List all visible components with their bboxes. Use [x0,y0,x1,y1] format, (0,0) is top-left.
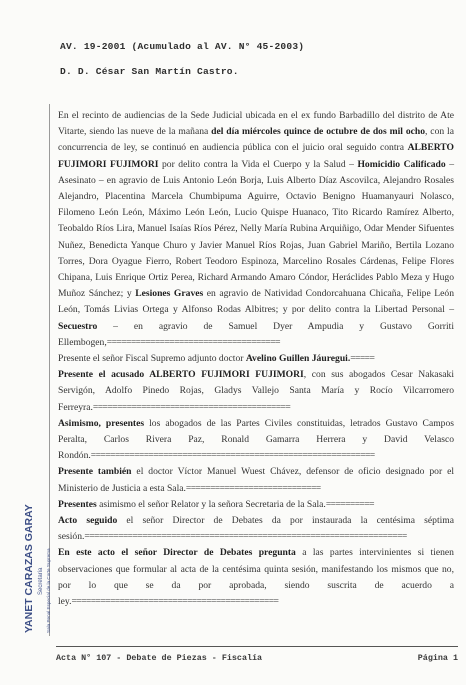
page-footer [56,653,458,663]
paragraph [58,545,454,610]
paragraph-text: en agravio de Natividad Condorcahuana Chicaña, Felipe León León, Tomás Livias Ortega y Alfonso Rodas Albitres; y por delito contra la Libertad Personal – [58,288,454,316]
filler-line: ========== [325,498,374,510]
filler-line: ========================================= [92,401,291,413]
filler-line: ===== [350,353,375,365]
filler-line: ============================ [185,482,321,494]
paragraph-text: ALBERTO FUJIMORI FUJIMORI [58,142,454,170]
paragraph [58,513,454,545]
paragraph-text: Acto seguido [58,515,118,527]
paragraph [58,351,454,367]
footer-left: Acta N° 107 - Debate de Piezas - Fiscalía [56,653,263,663]
paragraph-text: En el recinto de audiencias de la Sede Judicial ubicada en el ex fundo Barbadillo del distrito de Ate Vitarte, siendo las nueve de la mañana [58,110,454,138]
case-number: AV. 19-2001 (Acumulado al AV. N° 45-2003) [60,41,305,52]
filler-line: =========================================================== [90,450,375,462]
paragraph-text: Secuestro [58,320,98,332]
footer-rule [56,646,458,647]
paragraph-text: En este acto el señor Director de Debates pregunta [58,547,296,559]
paragraph-text: Presente el señor Fiscal Supremo adjunto doctor [58,353,246,365]
paragraph-text: , con sus abogados Cesar Nakasaki Servigón, Adolfo Pinedo Rojas, Gladys Vallejo Santa María y Rocío Vilcarromero Ferreyra. [58,369,454,413]
paragraph-text: a las partes intervinientes si tienen observaciones que formular al acta de la centésima quinta sesión, manifestando los mismos que no, por lo que se da por aprobada, siendo suscrita de acuerdo a ley. [58,547,454,608]
paragraph-text: , con la concurrencia de ley, se continuó en audiencia pública con el juicio oral seguido contra [58,126,454,154]
paragraph-text: . [347,353,351,365]
paragraph [58,108,454,351]
paragraph-text: el doctor Víctor Manuel Wuest Chávez, defensor de oficio designado por el Ministerio de Justicia a esta Sala. [58,466,454,494]
paragraph-text: Avelino Guillen Jáuregui [245,353,348,365]
paragraph [58,497,454,513]
paragraph-text: asimismo el señor Relator y la señora Secretaria de la Sala. [96,498,326,510]
stamp-name: YANET CARAZAS GARAY [23,504,35,633]
paragraph-text: los abogados de las Partes Civiles constituidas, letrados Gustavo Campos Peralta, Carlos Rivera Paz, Ronald Gamarra Herrera y David Velasco Rondón. [58,417,454,462]
paragraph-text: del día miércoles quince de octubre de dos mil ocho [211,126,426,138]
stamp-role: Secretaria [38,567,44,595]
paragraph-text: Presente el acusado [58,369,150,381]
paragraph-text: ALBERTO FUJIMORI FUJIMORI [149,369,304,381]
filler-line: =========================================== [71,596,279,608]
filler-line: ==================================== [106,336,280,348]
paragraph-text: Presentes [58,498,97,510]
document-body [58,108,454,610]
paragraph-text: el señor Director de Debates da por instaurada la centésima séptima sesión. [58,515,455,543]
judge-name: D. D. César San Martín Castro. [60,66,239,77]
paragraph [58,416,454,465]
stamp-office: Sala Penal Especial de la Corte Suprema [46,548,51,633]
paragraph-text: – en agravio de Samuel Dyer Ampudia y Gustavo Gorriti Ellembogen, [58,320,454,348]
paragraph [58,464,454,496]
paragraph [58,367,454,416]
filler-line: =================================================================== [84,531,407,543]
paragraph-text: – Asesinato – en agravio de Luis Antonio León Borja, Luis Alberto Díaz Ascovilca, Alejandro Rosales Alejandro, Placentina Marcela Chumbipuma Aguirre, Octavio Benigno Huamanyauri Nolasco, Filomeno León León, Máximo León León, Lucio Quispe Huanaco, Tito Ricardo Ramírez Alberto, Teobaldo Ríos Lira, Manuel Isaías Ríos Pérez, Nelly María Rubina Arquiñigo, Odar Mender Sifuentes Nuñez, Benedicta Yanque Churo y Javier Manuel Ríos Rojas, Juan Gabriel Mariño, Bertila Lozano Torres, Dora Oyague Fierro, Robert Teodoro Espinoza, Marcelino Rosales Cárdenas, Felipe Flores Chipana, Luis Enrique Ortiz Perea, Richard Armando Amaro Cóndor, Heráclides Pablo Meza y Hugo Muñoz Sánchez; y [58,158,454,300]
page-number: Página 1 [417,653,458,663]
paragraph-text: Presente también [58,466,132,478]
paragraph-text: Asimismo, presentes [58,417,145,429]
secretary-stamp [12,475,72,635]
paragraph-text: Homicidio Calificado [357,158,446,170]
paragraph-text: Lesiones Graves [135,288,204,300]
paragraph-text: por delito contra la Vida el Cuerpo y la Salud – [158,158,358,170]
